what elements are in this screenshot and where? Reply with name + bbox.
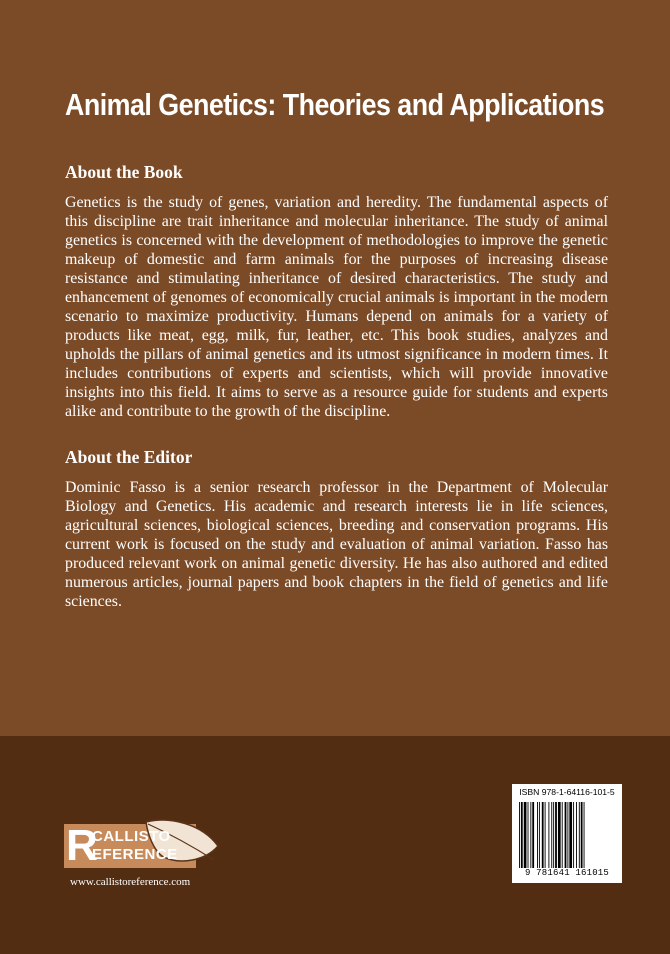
logo-letter-r: R — [66, 821, 98, 870]
barcode-bar — [530, 802, 531, 868]
barcode-bar — [584, 802, 585, 868]
barcode-bar — [528, 802, 529, 868]
barcode-bar — [553, 802, 554, 868]
barcode-bar — [576, 802, 577, 868]
barcode-bar — [551, 802, 552, 868]
barcode-digits: 9 781641 161015 — [524, 868, 609, 878]
barcode-icon — [517, 802, 617, 868]
barcode-bar — [539, 802, 540, 868]
barcode-bar — [555, 802, 557, 868]
about-book-text: Genetics is the study of genes, variation and heredity. The fundamental aspects of this discipline are trait inheritance and molecular inheritance. The study of animal genetics is concerned with the development of methodologies to improve the genetic makeup of domestic and farm animals for the purposes of increasing disease resistance and stimulating inheritance of desired characteristics. The study and enhancement of genomes of economically crucial animals is important in the modern scenario to maximize productivity. Humans depend on animals for a variety of products like meat, egg, milk, fur, leather, etc. This book studies, analyzes and upholds the pillars of animal genetics and its utmost significance in modern times. It includes contributions of experts and scientists, which will provide innovative insights into this field. It aims to serve as a resource guide for students and experts alike and contribute to the growth of the discipline. — [65, 194, 608, 420]
barcode-bar — [532, 802, 534, 868]
about-editor-text: Dominic Fasso is a senior research professor in the Department of Molecular Biology and Genetics. His academic and research interests lie in life sciences, agricultural sciences, biological sciences, breeding and conservation programs. His current work is focused on the study and evaluation of animal variation. Fasso has produced relevant work on animal genetic diversity. He has also authored and edited numerous articles, journal papers and book chapters in the field of genetics and life sciences. — [65, 479, 608, 610]
barcode-bar — [565, 802, 567, 868]
isbn-label: ISBN 978-1-64116-101-5 — [519, 787, 615, 797]
barcode-bar — [569, 802, 572, 868]
barcode-bar — [545, 802, 546, 868]
barcode-bar — [567, 802, 568, 868]
barcode-bar — [519, 802, 520, 868]
barcode-bar — [542, 802, 544, 868]
barcode-bar — [581, 802, 583, 868]
barcode-bar — [558, 802, 561, 868]
publisher-logo — [64, 821, 224, 874]
barcode-bar — [521, 802, 523, 868]
barcode-bar — [562, 802, 563, 868]
about-book-heading: About the Book — [65, 162, 183, 182]
publisher-website: www.callistoreference.com — [70, 876, 191, 888]
logo-callisto: CALLISTO — [92, 828, 171, 845]
barcode-bar — [548, 802, 549, 868]
barcode-panel — [512, 784, 622, 883]
about-editor-heading: About the Editor — [65, 447, 193, 467]
logo-reference: EFERENCE — [92, 846, 178, 863]
barcode-bar — [573, 802, 574, 868]
barcode-bar — [524, 802, 527, 868]
book-title: Animal Genetics: Theories and Applications — [65, 88, 605, 122]
barcode-bar — [537, 802, 538, 868]
barcode-bar — [579, 802, 580, 868]
